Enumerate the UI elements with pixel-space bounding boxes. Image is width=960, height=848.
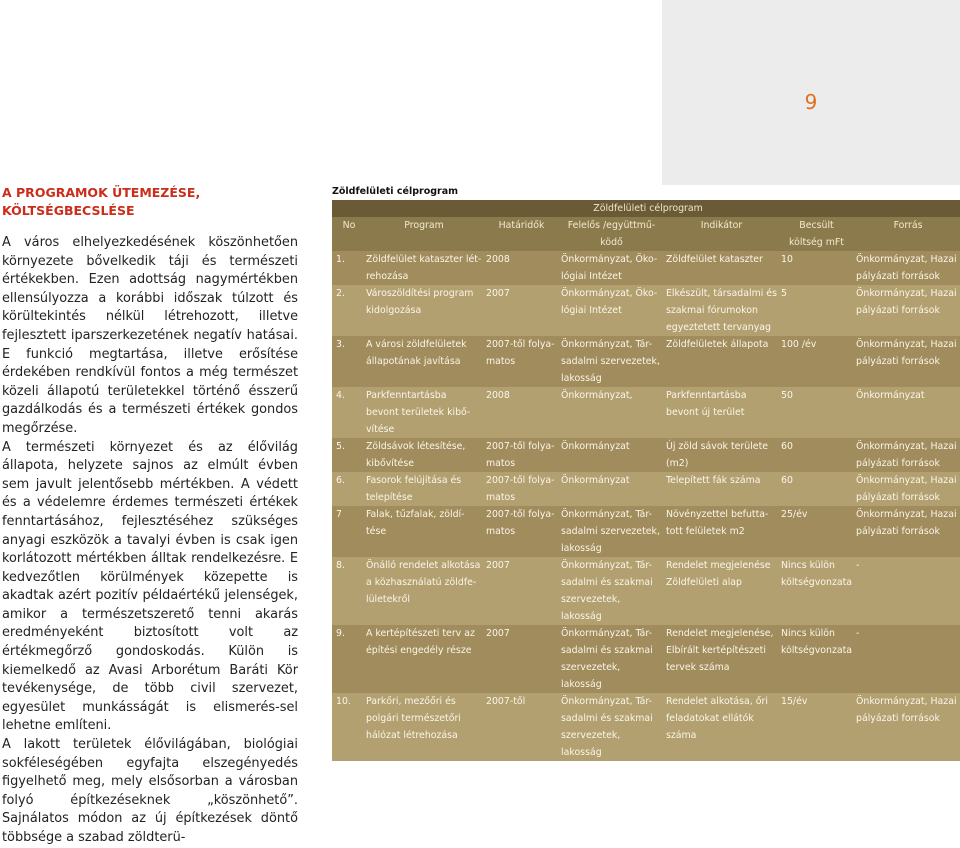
table-cell: A városi zöldfelületek állapotának javítása	[362, 336, 482, 387]
table-cell: Zöldfelület kataszter lét-rehozása	[362, 251, 482, 285]
table-cell: 5.	[332, 438, 362, 472]
table-cell: Nincs külön költségvonzata	[777, 625, 852, 693]
table-cell: 2.	[332, 285, 362, 336]
program-table	[332, 200, 960, 761]
table-cell: Önkormányzat, Tár-sadalmi és szakmai szervezetek, lakosság	[557, 557, 662, 625]
table-row	[332, 472, 960, 506]
table-row	[332, 557, 960, 625]
section-heading	[2, 184, 302, 220]
table-cell: 2007-től	[482, 693, 557, 761]
column-header: Határidők	[482, 217, 557, 251]
table-cell: 2008	[482, 387, 557, 438]
table-title: Zöldfelületi célprogram	[332, 200, 960, 217]
table-cell: Önkormányzat, Öko-lógiai Intézet	[557, 251, 662, 285]
table-cell: 5	[777, 285, 852, 336]
table-cell: Önkormányzat, Hazai pályázati források	[852, 693, 960, 761]
table-cell: Parkőri, mezőőri és polgári természetőri hálózat létrehozása	[362, 693, 482, 761]
column-header: No	[332, 217, 362, 251]
table-cell: Nincs külön költségvonzata	[777, 557, 852, 625]
table-cell: 2007-től folya-matos	[482, 438, 557, 472]
table-caption: Zöldfelületi célprogram	[332, 186, 459, 197]
table-row	[332, 387, 960, 438]
table-cell: Önkormányzat, Tár-sadalmi szervezetek, lakosság	[557, 506, 662, 557]
table-row	[332, 336, 960, 387]
table-row	[332, 285, 960, 336]
table-cell: Városzöldítési program kidolgozása	[362, 285, 482, 336]
table-cell: Rendelet megjelenése, Elbírált kertépítészeti tervek száma	[662, 625, 777, 693]
table-cell: Rendelet alkotása, őri feladatokat ellátók száma	[662, 693, 777, 761]
column-header: Program	[362, 217, 482, 251]
section-heading-line2: KÖLTSÉGBECSLÉSE	[2, 203, 135, 218]
table-cell: 2007	[482, 625, 557, 693]
table-cell: Falak, tűzfalak, zöldí-tése	[362, 506, 482, 557]
table-row	[332, 625, 960, 693]
table-cell: Önálló rendelet alkotása a közhasználatú zöldfe-lületekről	[362, 557, 482, 625]
table-cell: 9.	[332, 625, 362, 693]
body-text	[2, 234, 298, 848]
table-cell: 100 /év	[777, 336, 852, 387]
table-cell: 10	[777, 251, 852, 285]
table-cell: 8.	[332, 557, 362, 625]
table-cell: Önkormányzat, Hazai pályázati források	[852, 251, 960, 285]
table-row	[332, 438, 960, 472]
table-cell: Önkormányzat, Hazai pályázati források	[852, 336, 960, 387]
table-cell: A kertépítészeti terv az építési engedély része	[362, 625, 482, 693]
table-row	[332, 506, 960, 557]
table-cell: Növényzettel befutta-tott felületek m2	[662, 506, 777, 557]
table-cell: Önkormányzat, Tár-sadalmi és szakmai szervezetek, lakosság	[557, 693, 662, 761]
table-cell: Önkormányzat	[852, 387, 960, 438]
table-cell: 1.	[332, 251, 362, 285]
body-paragraph: A város elhelyezkedésének köszönhetően környezete bővelkedik táji és természeti értékekben. Ezen adottság nagymértékben ellensúlyozza a korábbi időszak túlzott és körültekintés nélkül létrehozott, illetve fejlesztett iparszerkezetének negatív hatásai. E funkció megtartása, illetve erősítése érdekében rendkívül fontos a még természet közeli állapotú területekkel történő ésszerű gazdálkodás és a természeti értékek gondos megőrzése.	[2, 235, 298, 436]
table-cell: Parkfenntartásba bevont új terület	[662, 387, 777, 438]
table-cell: Fasorok felújítása és telepítése	[362, 472, 482, 506]
table-cell: Önkormányzat, Hazai pályázati források	[852, 472, 960, 506]
table-cell: 6.	[332, 472, 362, 506]
table-cell: 2007-től folya-matos	[482, 506, 557, 557]
table-cell: Elkészült, társadalmi és szakmai fórumokon egyeztetett tervanyag	[662, 285, 777, 336]
table-cell: Zöldsávok létesítése, kibővítése	[362, 438, 482, 472]
table-cell: Önkormányzat	[557, 438, 662, 472]
table-cell: Önkormányzat	[557, 472, 662, 506]
table-cell: 15/év	[777, 693, 852, 761]
table-cell: 60	[777, 438, 852, 472]
table-cell: 2007-től folya-matos	[482, 472, 557, 506]
table-cell: Rendelet megjelenése Zöldfelületi alap	[662, 557, 777, 625]
table-cell: Zöldfelület kataszter	[662, 251, 777, 285]
table-cell: 2007	[482, 557, 557, 625]
body-paragraph: A természeti környezet és az élővilág állapota, helyzete sajnos az elmúlt évben sem javult jelentősebb mértékben. A védett és a védelemre érdemes természeti értékek fenntartásához, fejlesztéséhez szükséges anyagi eszközök a tavalyi évben is csak igen korlátozott mértékben álltak rendelkezésre. E kedvezőtlen körülmények közepette is akadtak azért pozitív példaértékű jelenségek, amikor a természetszerető tenni akarás eredményeként biztosított volt az értékmegőrző gondoskodás. Külön is kiemelkedő az Avasi Arborétum Baráti Kör tevékenysége, de több civil szervezet, egyesület munkásságát is elismerés-sel lehetne említeni.	[2, 439, 298, 734]
table-cell: -	[852, 557, 960, 625]
table-cell: Önkormányzat, Hazai pályázati források	[852, 285, 960, 336]
table-cell: 50	[777, 387, 852, 438]
table-cell: Önkormányzat, Öko-lógiai Intézet	[557, 285, 662, 336]
table-cell: Zöldfelületek állapota	[662, 336, 777, 387]
column-header: Felelős /együttmű-ködő	[557, 217, 662, 251]
body-paragraph: A lakott területek élővilágában, biológiai sokféleségében egyfajta elszegényedés figyelhető meg, mely elsősorban a városban folyó építkezéseknek „köszönhető”. Sajnálatos módon az új építkezések döntő többsége a szabad zöldterü-	[2, 737, 298, 845]
table-cell: Önkormányzat, Hazai pályázati források	[852, 438, 960, 472]
table-cell: 7	[332, 506, 362, 557]
table-cell: -	[852, 625, 960, 693]
page-number: 9	[804, 90, 818, 114]
column-header: Becsült költség mFt	[777, 217, 852, 251]
table-cell: 2007-től folya-matos	[482, 336, 557, 387]
section-heading-line1: A PROGRAMOK ÜTEMEZÉSE,	[2, 185, 201, 200]
table-row	[332, 251, 960, 285]
table-cell: 2008	[482, 251, 557, 285]
table-cell: Önkormányzat, Hazai pályázati források	[852, 506, 960, 557]
table-cell: Önkormányzat,	[557, 387, 662, 438]
table-header-row	[332, 217, 960, 251]
table-cell: 2007	[482, 285, 557, 336]
table-cell: Parkfenntartásba bevont területek kibő-vítése	[362, 387, 482, 438]
table-cell: 3.	[332, 336, 362, 387]
table-cell: Önkormányzat, Tár-sadalmi és szakmai szervezetek, lakosság	[557, 625, 662, 693]
column-header: Indikátor	[662, 217, 777, 251]
column-header: Forrás	[852, 217, 960, 251]
table-cell: Telepített fák száma	[662, 472, 777, 506]
table-cell: 60	[777, 472, 852, 506]
table-cell: Önkormányzat, Tár-sadalmi szervezetek, lakosság	[557, 336, 662, 387]
table-title-row	[332, 200, 960, 217]
table-cell: Új zöld sávok területe (m2)	[662, 438, 777, 472]
table-cell: 4.	[332, 387, 362, 438]
table-cell: 10.	[332, 693, 362, 761]
table-cell: 25/év	[777, 506, 852, 557]
